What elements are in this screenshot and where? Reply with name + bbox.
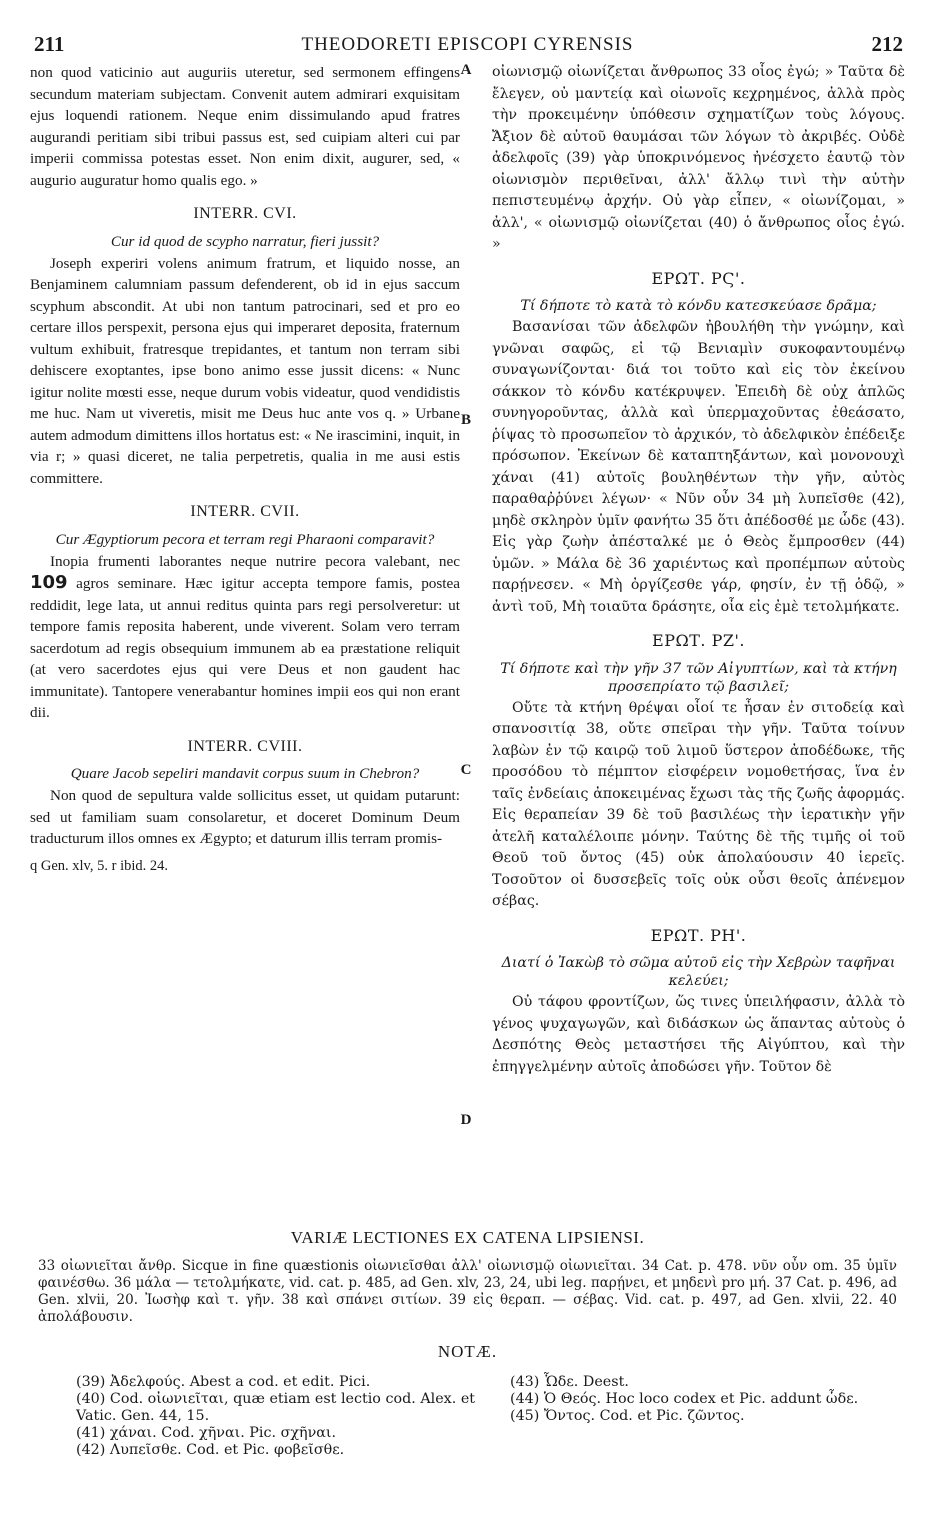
notae-right-column: [510, 1374, 905, 1425]
greek-question-107: Τί δήποτε καὶ τὴν γῆν 37 τῶν Αἰγυπτίων, καὶ τὰ κτήνη προσεπρίατο τῷ βασιλεῖ;: [500, 660, 897, 695]
latin-column: [30, 62, 470, 877]
nota-41: (41) χάναι. Cod. χῆναι. Pic. σχῆναι.: [76, 1425, 337, 1441]
greek-heading-erot-108: ΕΡΩΤ. ΡΗ'.: [650, 925, 747, 945]
notae-heading: NOTÆ.: [437, 1342, 498, 1361]
latin-question-106: Cur id quod de scypho narratur, fieri jussit?: [110, 232, 380, 250]
latin-question-108: Quare Jacob sepeliri mandavit corpus suum in Chebron?: [70, 765, 420, 782]
latin-answer-107: [30, 551, 460, 724]
latin-answer-107-part2: agros seminare. Hæc igitur accepta tempore famis, postea reddidit, lege lata, ut annui reditus quinta pars regi persolveretur: ut tempore famis reposita haberent, unde viverent. Solam vero terram sacerdotum ad regis obsequium immunem ab ea præstatione reliquit (at vero sacerdotes ejus qui vere Deus et non gaudent hac immunitate). Tantopere venerabantur homines impii eos qui non erant dii.: [30, 575, 461, 721]
latin-answer-107-part1: Inopia frumenti laborantes neque nutrire pecora valebant, nec: [50, 552, 460, 570]
greek-paragraph-intro: οἰωνισμῷ οἰωνίζεται ἄνθρωπος 33 οἷος ἐγώ; » Ταῦτα δὲ ἔλεγεν, οὐ μαντείᾳ καὶ οἰωνοῖς κεχρημένος, ἀλλὰ πρὸς τὴν προκειμένην ὑπόθεσιν σχηματίζων τοὺς λόγους. Ἄξιον δὲ αὐτοῦ θαυμάσαι τῶν λόγων τὸ ἀκριβές. Οὐδὲ ἀδελφοῖς (39) γὰρ ὑποκρινόμενος ἠνέσχετο ἑαυτῷ τὸν οἰωνισμὸν περιθεῖναι, ἀλλ' ἄλλῳ τινὶ τὴν αὐτὴν πεπιστευμένῳ ἀρχήν. Οὐ γὰρ εἶπεν, « οἰωνίζομαι, » ἀλλ', « οἰωνισμῷ οἰωνίζεται (40) ὁ ἄνθρωπος οἷος ἐγώ. »: [492, 64, 905, 252]
margin-letter-c: C: [460, 762, 472, 778]
nota-44: (44) Ὁ Θεός. Hoc loco codex et Pic. addunt ὧδε.: [510, 1391, 859, 1407]
greek-question-108: Διατί ὁ Ἰακὼβ τὸ σῶμα αὐτοῦ εἰς τὴν Χεβρὼν ταφῆναι κελεύει;: [501, 955, 896, 989]
nota-40: (40) Cod. οἰωνιεῖται, quæ etiam est lectio cod. Alex. et Vatic. Gen. 44, 15.: [76, 1391, 476, 1424]
margin-letter-a: A: [460, 62, 472, 78]
running-header: [30, 22, 905, 62]
greek-answer-108: Οὐ τάφου φροντίζων, ὥς τινες ὑπειλήφασιν, ἀλλὰ τὸ γένος ψυχαγωγῶν, καὶ διδάσκων ὡς ἅπαντας αὐτοὺς ὁ Δεσπότης Θεὸς μεταστήσει τῆς Αἰγύπτου, καὶ τὴν ἐπηγγελμένην αὐτοῖς ἀποδώσει γῆν. Τοῦτον δὲ: [492, 994, 905, 1075]
variae-lectiones-heading: VARIÆ LECTIONES EX CATENA LIPSIENSI.: [290, 1228, 645, 1247]
greek-answer-106: Βασανίσαι τῶν ἀδελφῶν ἠβουλήθη τὴν γνώμην, καὶ γνῶναι σαφῶς, εἰ τῷ Βενιαμὶν συκοφαντουμένῳ συναγωνίζονται· διά τοι τοῦτο καὶ εἰς τὸν ἐκείνου σάκκον τὸ κόνδυ κατέκρυψεν. Ἐπειδὴ δὲ οὐχ ἁπλῶς συνηγοροῦντας, ἀλλὰ καὶ ὑπερμαχοῦντας ἐθεάσατο, ῥίψας τὸ προσωπεῖον τὸ ἀρχικόν, τὸ ἀδελφικὸν ἐπέδειξε πρόσωπον. Ἐκείνων δὲ καταπτηξάντων, καὶ μονονουχὶ χάναι (41) αὐτοῖς βουληθέντων τὴν γῆν, αὐτὸς παραθαῤῥύνει λέγων· « Νῦν οὖν 34 μὴ λυπεῖσθε (42), μηδὲ σκληρὸν ὑμῖν φανήτω 35 ὅτι ἀπέδοσθέ με ὧδε (43). Εἰς γὰρ ζωὴν ἀπέσταλκέ με ὁ Θεὸς ἔμπροσθεν (44) ὑμῶν. » Μάλα δὲ 36 χαριέντως καὶ προπέμπων αὐτοὺς παρῄνεσεν. « Μὴ ὀργίζεσθε γάρ, φησίν, ἐν τῇ ὁδῷ, » ἀντὶ τοῦ, Μὴ τοιαῦτα δράσητε, οἷα εἰς ἐμὲ τετολμήκατε.: [492, 319, 905, 615]
scripture-footnotes: q Gen. xlv, 5. r ibid. 24.: [30, 857, 169, 874]
margin-letter-d: D: [460, 1112, 472, 1128]
latin-answer-108: Non quod de sepultura valde sollicitus esset, ut quidam putarunt: sed ut familiam suam consolaretur, et doceret Dominum Deum traducturum illos omnes ex Ægypto; et daturum illis terram promis-: [30, 787, 460, 847]
nota-45: (45) Ὄντος. Cod. et Pic. ζῶντος.: [510, 1408, 745, 1424]
page-number-right: 212: [871, 32, 903, 56]
nota-43: (43) Ὧδε. Deest.: [510, 1374, 629, 1390]
greek-heading-erot-106: ΕΡΩΤ. ΡϚ'.: [651, 268, 746, 288]
nota-39: (39) Ἀδελφούς. Abest a cod. et edit. Pici.: [76, 1374, 371, 1390]
greek-column: [470, 62, 905, 1078]
margin-letter-b: B: [460, 412, 471, 428]
page: [30, 22, 905, 1484]
greek-question-106: Τί δήποτε τὸ κατὰ τὸ κόνδυ κατεσκεύασε δρᾶμα;: [520, 298, 877, 314]
variae-lectiones-text: 33 οἰωνιεῖται ἄνθρ. Sicque in fine quæstionis οἰωνιεῖσθαι ἀλλ' οἰωνισμῷ οἰωνιεῖται. 34 Cat. p. 478. νῦν οὖν om. 35 ὑμῖν φαινέσθω. 36 μάλα — τετολμήκατε, vid. cat. p. 485, ad Gen. xlv, 23, 24, ubi leg. παρῄνει, et μηδενὶ pro μή. 37 Cat. p. 496, ad Gen. xlvii, 20. Ἰωσὴφ καὶ τ. γῆν. 38 καὶ σπάνει σιτίων. 39 εἰς θεραπ. — σέβας. Vid. cat. p. 497, ad Gen. xlvii, 22. 40 ἀπολάβουσιν.: [38, 1258, 897, 1325]
notae-section: [30, 1374, 905, 1484]
running-title: THEODORETI EPISCOPI CYRENSIS: [301, 34, 634, 55]
column-marker-109: 109: [30, 572, 68, 593]
page-number-left: 211: [34, 32, 65, 56]
greek-answer-107: Οὔτε τὰ κτήνη θρέψαι οἷοί τε ἦσαν ἐν σιτοδείᾳ καὶ σπανοσιτίᾳ 38, οὔτε σπεῖραι τὴν γῆν. Ταῦτα τοίνυν λαβὼν ἐν τῷ καιρῷ τοῦ λιμοῦ ὕστερον ἀποδέδωκε, τῆς προσόδου τὸ πέμπτον εἰσφέρειν νομοθετήσας, ἵνα ἐν ταῖς ἐνδείαις ἀποκειμένας ἔχωσι τὰς τῆς ζωῆς ἀφορμάς. Εἰς θεραπείαν 39 δὲ τοῦ βασιλέως τὴν ἱερατικὴν γῆν ἀτελῆ καταλέλοιπε μόνην. Ταύτης δὲ τῆς τιμῆς οἱ τοῦ Θεοῦ τοῦ ὄντος (45) οὐκ ἀπολαύουσιν 40 ἱερεῖς. Τοσοῦτον οἱ δυσσεβεῖς τοῖς οὐκ οὖσι θεοῖς ἀπένεμον σέβας.: [492, 699, 905, 909]
greek-heading-erot-107: ΕΡΩΤ. ΡΖ'.: [652, 631, 745, 650]
latin-heading-interr-106: INTERR. CVI.: [193, 205, 297, 222]
latin-paragraph-intro: non quod vaticinio aut auguriis uteretur, sed sermonem effingens secundum materiam subjectam. Convenit autem admirari exquisitam ejus loquendi rationem. Neque enim dissimulando apud fratres augurandi peritiam sibi tribui passus est, sed cuipiam alteri cui par imperii commissa potestas esset. Non enim dixit, augurer, sed, « augurio auguratur homo qualis ego. »: [30, 64, 460, 189]
nota-42: (42) Λυπεῖσθε. Cod. et Pic. φοβεῖσθε.: [76, 1442, 345, 1458]
latin-heading-interr-108: INTERR. CVIII.: [187, 737, 303, 755]
latin-question-107: Cur Ægyptiorum pecora et terram regi Pharaoni comparavit?: [55, 530, 435, 548]
notae-left-column: [76, 1374, 476, 1459]
latin-heading-interr-107: INTERR. CVII.: [190, 503, 300, 520]
two-column-body: [30, 62, 905, 1210]
latin-answer-106: Joseph experiri volens animum fratrum, et liquido nosse, an Benjaminem calumniam passum defenderent, ob id in ejus saccum scyphum abscondit. At ubi non tantum patrocinari, sed et pro eo certare illos perspexit, persona ejus qui imperaret deposita, fraternum vultum exhibuit, fratresque trepidantes, et tantum non terram sibi dehiscere exoptantes, ipse bono animo esse jussit dicens: « Nunc igitur nolite mœsti esse, neque durum vobis videatur, quod vendidistis me huc. Nam ut viveretis, misit me Deus huc ante vos q. » Urbane autem admodum dimittens illos hortatus est: « Ne irascimini, inquit, in via r; » quasi diceret, ne talia perpetretis, qualia in me ausi estis committere.: [30, 254, 460, 487]
